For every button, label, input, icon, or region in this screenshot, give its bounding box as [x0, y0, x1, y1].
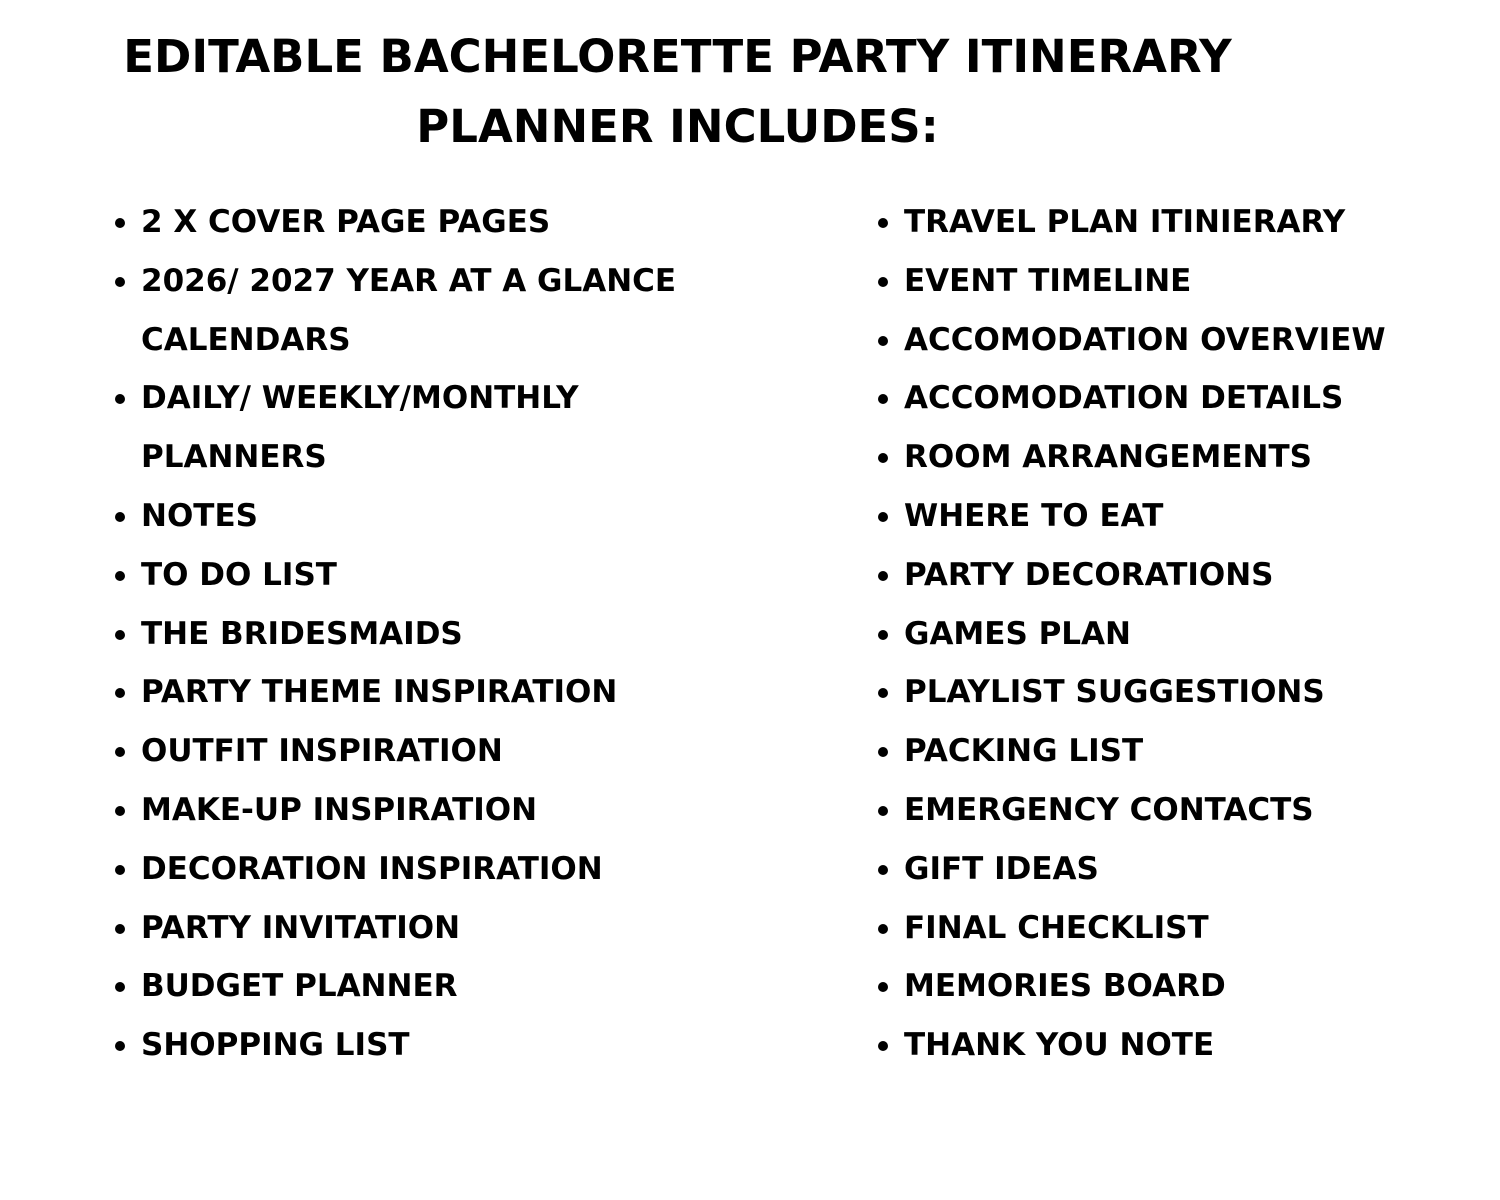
list-item-label: FINAL CHECKLIST [904, 909, 1209, 946]
bullet-icon [878, 453, 888, 463]
list-item [113, 369, 813, 487]
list-item-label: EMERGENCY CONTACTS [904, 791, 1314, 828]
list-item-label: 2 X COVER PAGE PAGES [141, 204, 551, 240]
list-item-label: WHERE TO EAT [904, 497, 1164, 534]
right-contents-list [876, 193, 1476, 1075]
left-contents-list [113, 193, 813, 1075]
list-item [876, 252, 1476, 311]
list-item [113, 781, 813, 840]
bullet-icon [878, 924, 888, 934]
list-item [113, 899, 813, 958]
list-item [113, 487, 813, 546]
list-item-label: THE BRIDESMAIDS [141, 615, 463, 652]
bullet-icon [878, 865, 888, 875]
list-item [876, 369, 1476, 428]
bullet-icon [115, 512, 125, 522]
bullet-icon [878, 218, 888, 228]
bullet-icon [115, 394, 125, 404]
list-item [876, 193, 1476, 252]
list-item [113, 546, 813, 605]
list-item-label: GAMES PLAN [904, 615, 1131, 652]
list-item [876, 428, 1476, 487]
list-item [113, 252, 813, 370]
bullet-icon [115, 865, 125, 875]
page-title-line-2: PLANNER INCLUDES: [416, 100, 939, 153]
list-item [113, 605, 813, 664]
list-item-label: PLAYLIST SUGGESTIONS [904, 674, 1325, 711]
bullet-icon [878, 630, 888, 640]
bullet-icon [115, 982, 125, 992]
bullet-icon [878, 394, 888, 404]
list-item [876, 605, 1476, 664]
bullet-icon [878, 806, 888, 816]
list-item [876, 311, 1476, 370]
list-item [876, 899, 1476, 958]
bullet-icon [878, 1041, 888, 1051]
bullet-icon [115, 1041, 125, 1051]
list-item [876, 840, 1476, 899]
bullet-icon [115, 218, 125, 228]
list-item [113, 663, 813, 722]
list-item [113, 840, 813, 899]
list-item [876, 1016, 1476, 1075]
list-item-label: OUTFIT INSPIRATION [141, 733, 503, 770]
page-title-line-1: EDITABLE BACHELORETTE PARTY ITINERARY [123, 30, 1232, 83]
bullet-icon [115, 571, 125, 581]
bullet-icon [115, 277, 125, 287]
list-item-label: MEMORIES BOARD [904, 968, 1226, 1005]
list-item [876, 663, 1476, 722]
bullet-icon [115, 688, 125, 698]
list-item-label: ACCOMODATION DETAILS [904, 380, 1344, 417]
list-item-label: EVENT TIMELINE [904, 262, 1192, 299]
bullet-icon [115, 747, 125, 757]
list-item-label: NOTES [141, 497, 258, 534]
list-item-label: PARTY THEME INSPIRATION [141, 674, 618, 711]
list-item [876, 781, 1476, 840]
bullet-icon [115, 924, 125, 934]
bullet-icon [115, 806, 125, 816]
list-item-label: TO DO LIST [141, 556, 337, 593]
list-item [876, 487, 1476, 546]
bullet-icon [878, 336, 888, 346]
list-item-label: ROOM ARRANGEMENTS [904, 439, 1312, 476]
list-item-label: BUDGET PLANNER [141, 968, 458, 1005]
list-item-label: THANK YOU NOTE [904, 1027, 1215, 1064]
list-item-label: SHOPPING LIST [141, 1027, 410, 1064]
list-item [876, 722, 1476, 781]
list-item-label: DECORATION INSPIRATION [141, 850, 603, 887]
list-item [113, 193, 813, 252]
list-item-label: 2026/ 2027 YEAR AT A GLANCE CALENDARS [141, 262, 677, 358]
list-item-label: PACKING LIST [904, 733, 1144, 770]
bullet-icon [878, 571, 888, 581]
list-item [113, 957, 813, 1016]
bullet-icon [878, 747, 888, 757]
list-item-label: PARTY INVITATION [141, 909, 461, 946]
bullet-icon [878, 982, 888, 992]
bullet-icon [878, 277, 888, 287]
list-item [876, 957, 1476, 1016]
list-item [113, 722, 813, 781]
list-item-label: TRAVEL PLAN ITINIERARY [904, 204, 1346, 240]
bullet-icon [115, 630, 125, 640]
bullet-icon [878, 512, 888, 522]
list-item-label: MAKE-UP INSPIRATION [141, 791, 538, 828]
list-item-label: PARTY DECORATIONS [904, 556, 1274, 593]
list-item [113, 1016, 813, 1075]
bullet-icon [878, 688, 888, 698]
list-item-label: DAILY/ WEEKLY/MONTHLY PLANNERS [141, 380, 579, 476]
list-item [876, 546, 1476, 605]
list-item-label: GIFT IDEAS [904, 850, 1099, 887]
list-item-label: ACCOMODATION OVERVIEW [904, 321, 1386, 358]
